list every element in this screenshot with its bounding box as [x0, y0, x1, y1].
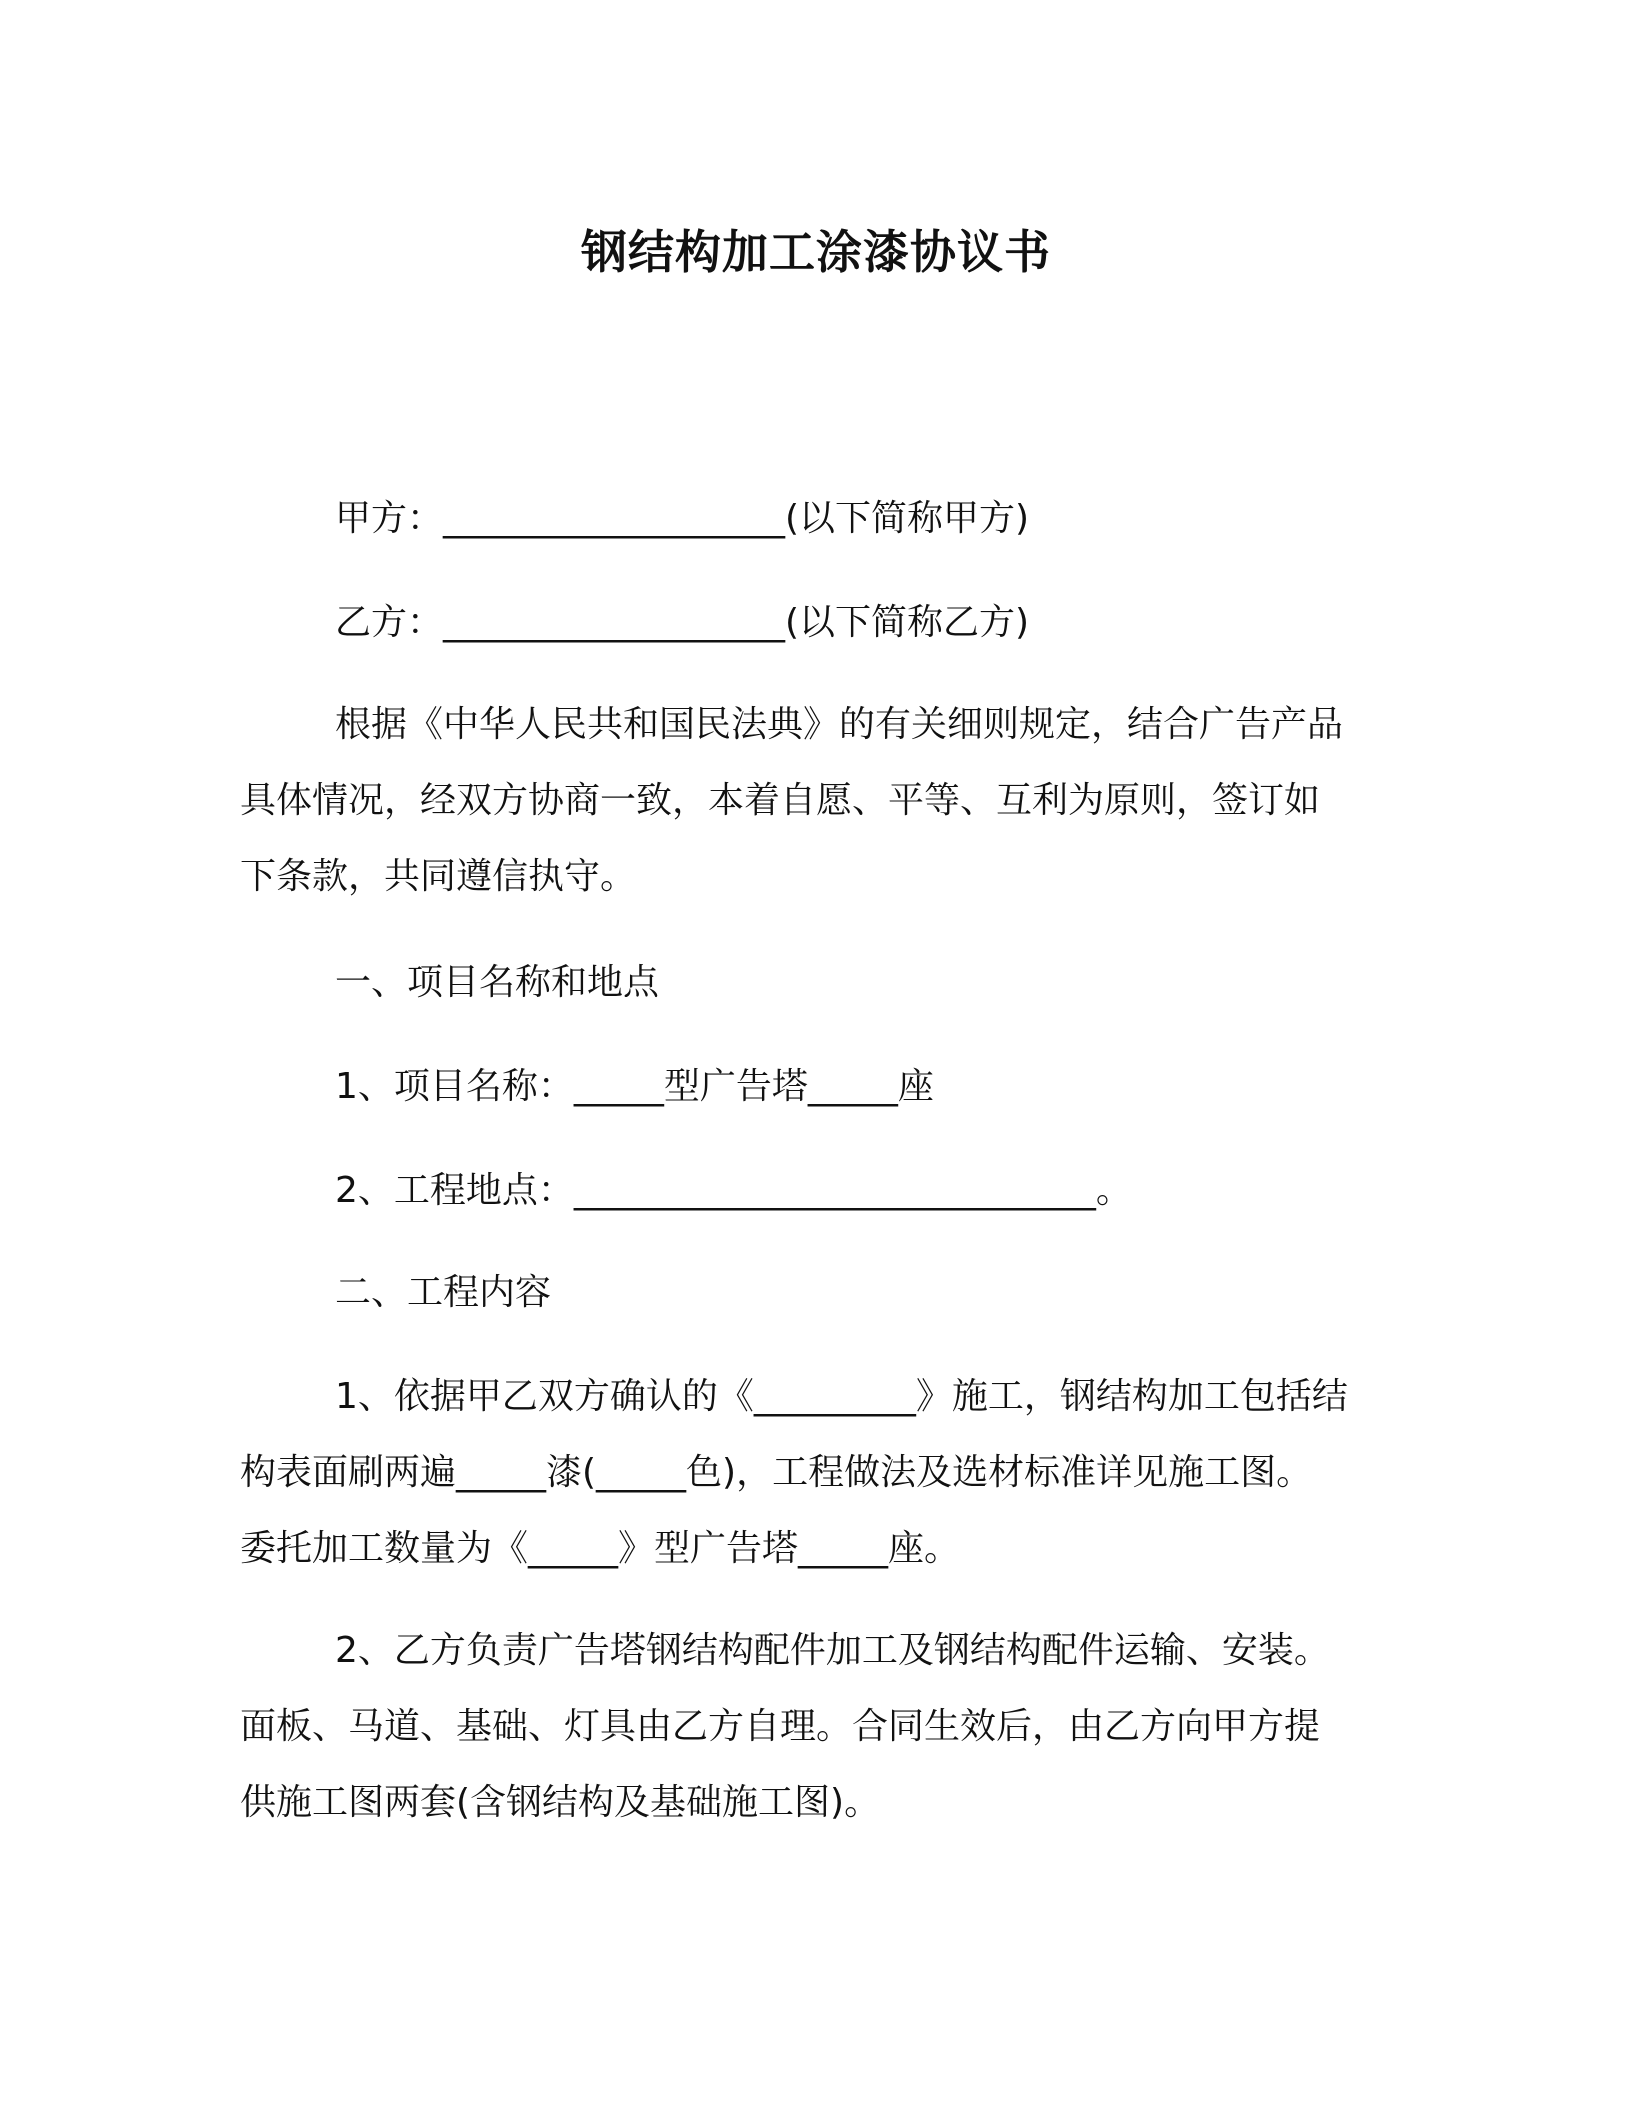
preamble-line-3: 下条款，共同遵信执守。 [240, 856, 637, 897]
document-title: 钢结构加工涂漆协议书 [581, 225, 1051, 279]
section2-item1-line2: 构表面刷两遍_____漆(_____色)，工程做法及选材标准详见施工图。 [240, 1452, 1313, 1493]
party-b-line: 乙方：___________________(以下简称乙方) [335, 602, 1030, 643]
section2-item2-line1: 2、乙方负责广告塔钢结构配件加工及钢结构配件运输、安装。 [335, 1630, 1330, 1671]
section2-item2-line3: 供施工图两套(含钢结构及基础施工图)。 [240, 1782, 881, 1823]
section2-item1-line3: 委托加工数量为《_____》型广告塔_____座。 [240, 1528, 961, 1569]
section2-item1-line1: 1、依据甲乙双方确认的《_________》施工，钢结构加工包括结 [335, 1376, 1348, 1417]
section1-item2: 2、工程地点：_____________________________。 [335, 1170, 1132, 1211]
section2-item2-line2: 面板、马道、基础、灯具由乙方自理。合同生效后，由乙方向甲方提 [240, 1706, 1321, 1747]
preamble-line-1: 根据《中华人民共和国民法典》的有关细则规定，结合广告产品 [335, 704, 1344, 745]
party-a-line: 甲方：___________________(以下简称甲方) [335, 498, 1030, 539]
preamble-line-2: 具体情况，经双方协商一致，本着自愿、平等、互利为原则，签订如 [240, 780, 1321, 821]
section1-heading: 一、项目名称和地点 [335, 962, 660, 1003]
section1-item1: 1、项目名称：_____型广告塔_____座 [335, 1066, 934, 1107]
section2-heading: 二、工程内容 [335, 1272, 552, 1313]
